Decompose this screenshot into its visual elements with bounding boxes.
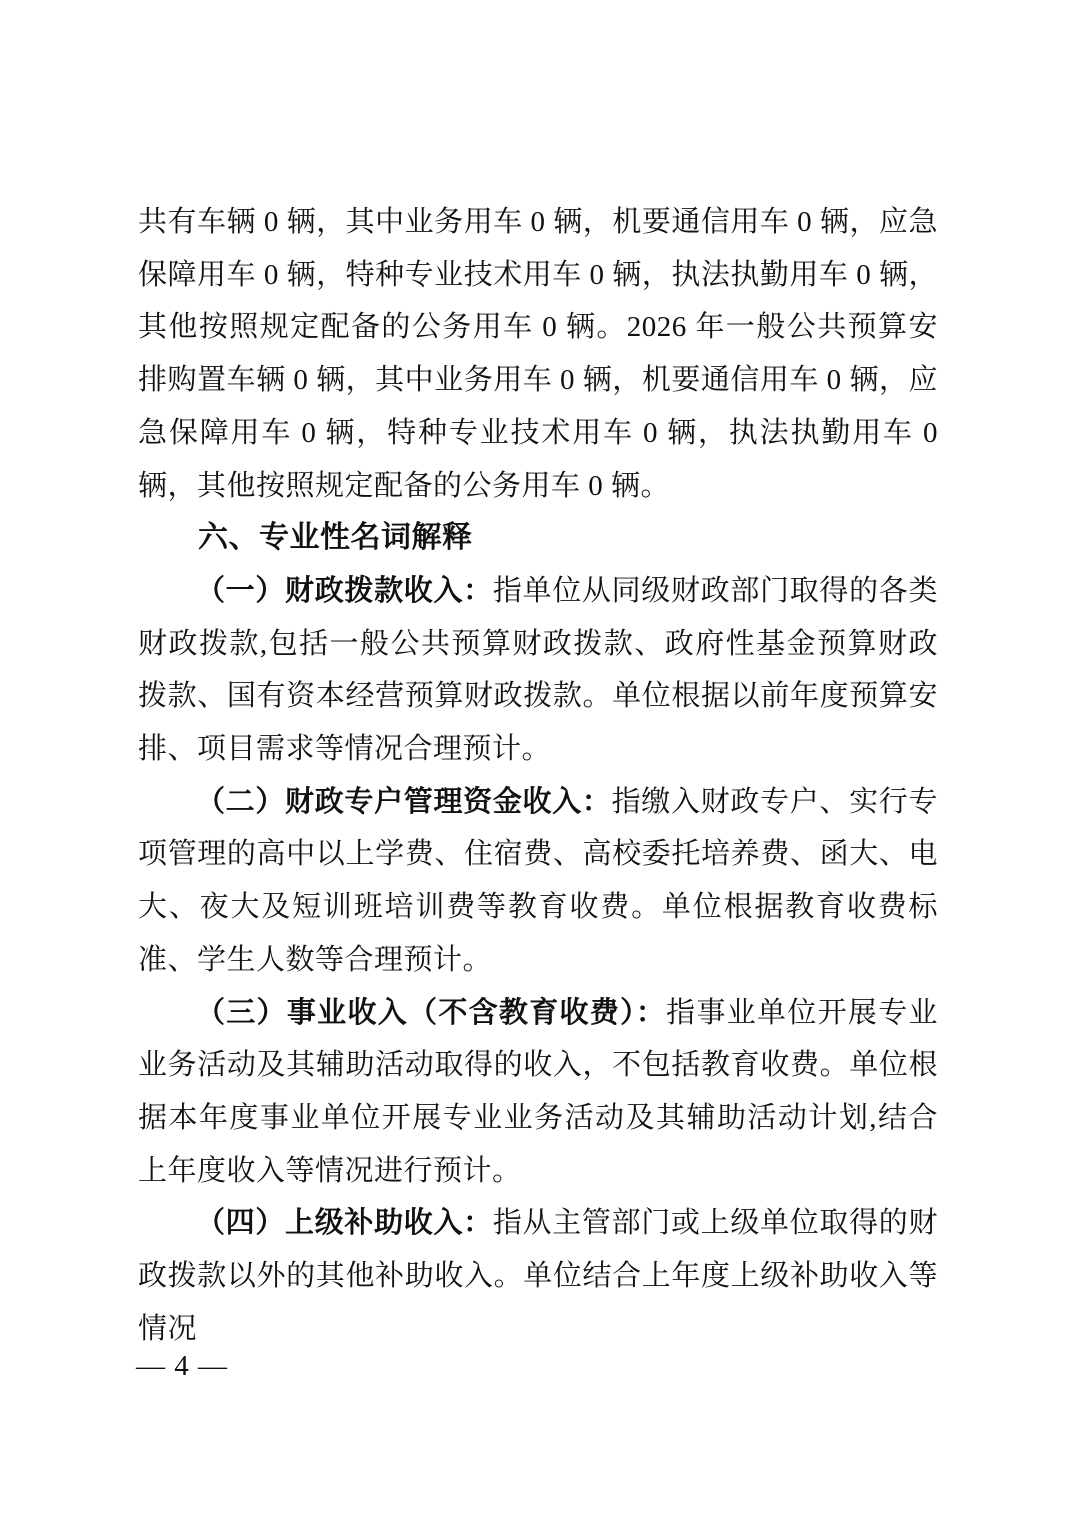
document-body xyxy=(138,196,938,1355)
bold-text-run: （四）上级补助收入： xyxy=(196,1207,493,1240)
bold-text-run: （二）财政专户管理资金收入： xyxy=(196,785,612,818)
bold-text-run: （三）事业收入（不含教育收费）： xyxy=(196,996,667,1029)
heading-section-six-terminology xyxy=(138,512,938,565)
text-run: 指从主管部门或上级单位取得的财政拨款以外的其他补助收入。单位结合上年度上级补助收入等情况 xyxy=(138,1207,938,1345)
bold-text-run: 六、专业性名词解释 xyxy=(198,521,473,555)
para-term-1-fiscal-appropriation-income xyxy=(138,565,938,776)
text-run: 共有车辆 0 辆，其中业务用车 0 辆，机要通信用车 0 辆，应急保障用车 0 辆，特种专业技术用车 0 辆，执法执勤用车 0 辆，其他按照规定配备的公务用车 0 辆。2026 年一般公共预算安排购置车辆 0 辆，其中业务用车 0 辆，机要通信用车 0 辆，应急保障用车 0 辆，特种专业技术用车 0 辆，执法执勤用车 0 辆，其他按照规定配备的公务用车 0 辆。 xyxy=(138,206,938,502)
para-term-3-operational-income xyxy=(138,987,938,1198)
text-run: 指事业单位开展专业业务活动及其辅助活动取得的收入，不包括教育收费。单位根据本年度事业单位开展专业业务活动及其辅助活动计划,结合上年度收入等情况进行预计。 xyxy=(138,996,938,1187)
para-vehicle-counts xyxy=(138,196,938,512)
page-number: — 4 — xyxy=(136,1350,228,1382)
text-run: 指单位从同级财政部门取得的各类财政拨款,包括一般公共预算财政拨款、政府性基金预算财政拨款、国有资本经营预算财政拨款。单位根据以前年度预算安排、项目需求等情况合理预计。 xyxy=(138,574,938,766)
para-term-2-fiscal-special-account-funds xyxy=(138,776,938,987)
text-run: 指缴入财政专户、实行专项管理的高中以上学费、住宿费、高校委托培养费、函大、电大、夜大及短训班培训费等教育收费。单位根据教育收费标准、学生人数等合理预计。 xyxy=(138,785,938,976)
bold-text-run: （一）财政拨款收入： xyxy=(196,574,493,607)
para-term-4-superior-subsidy-income xyxy=(138,1197,938,1355)
